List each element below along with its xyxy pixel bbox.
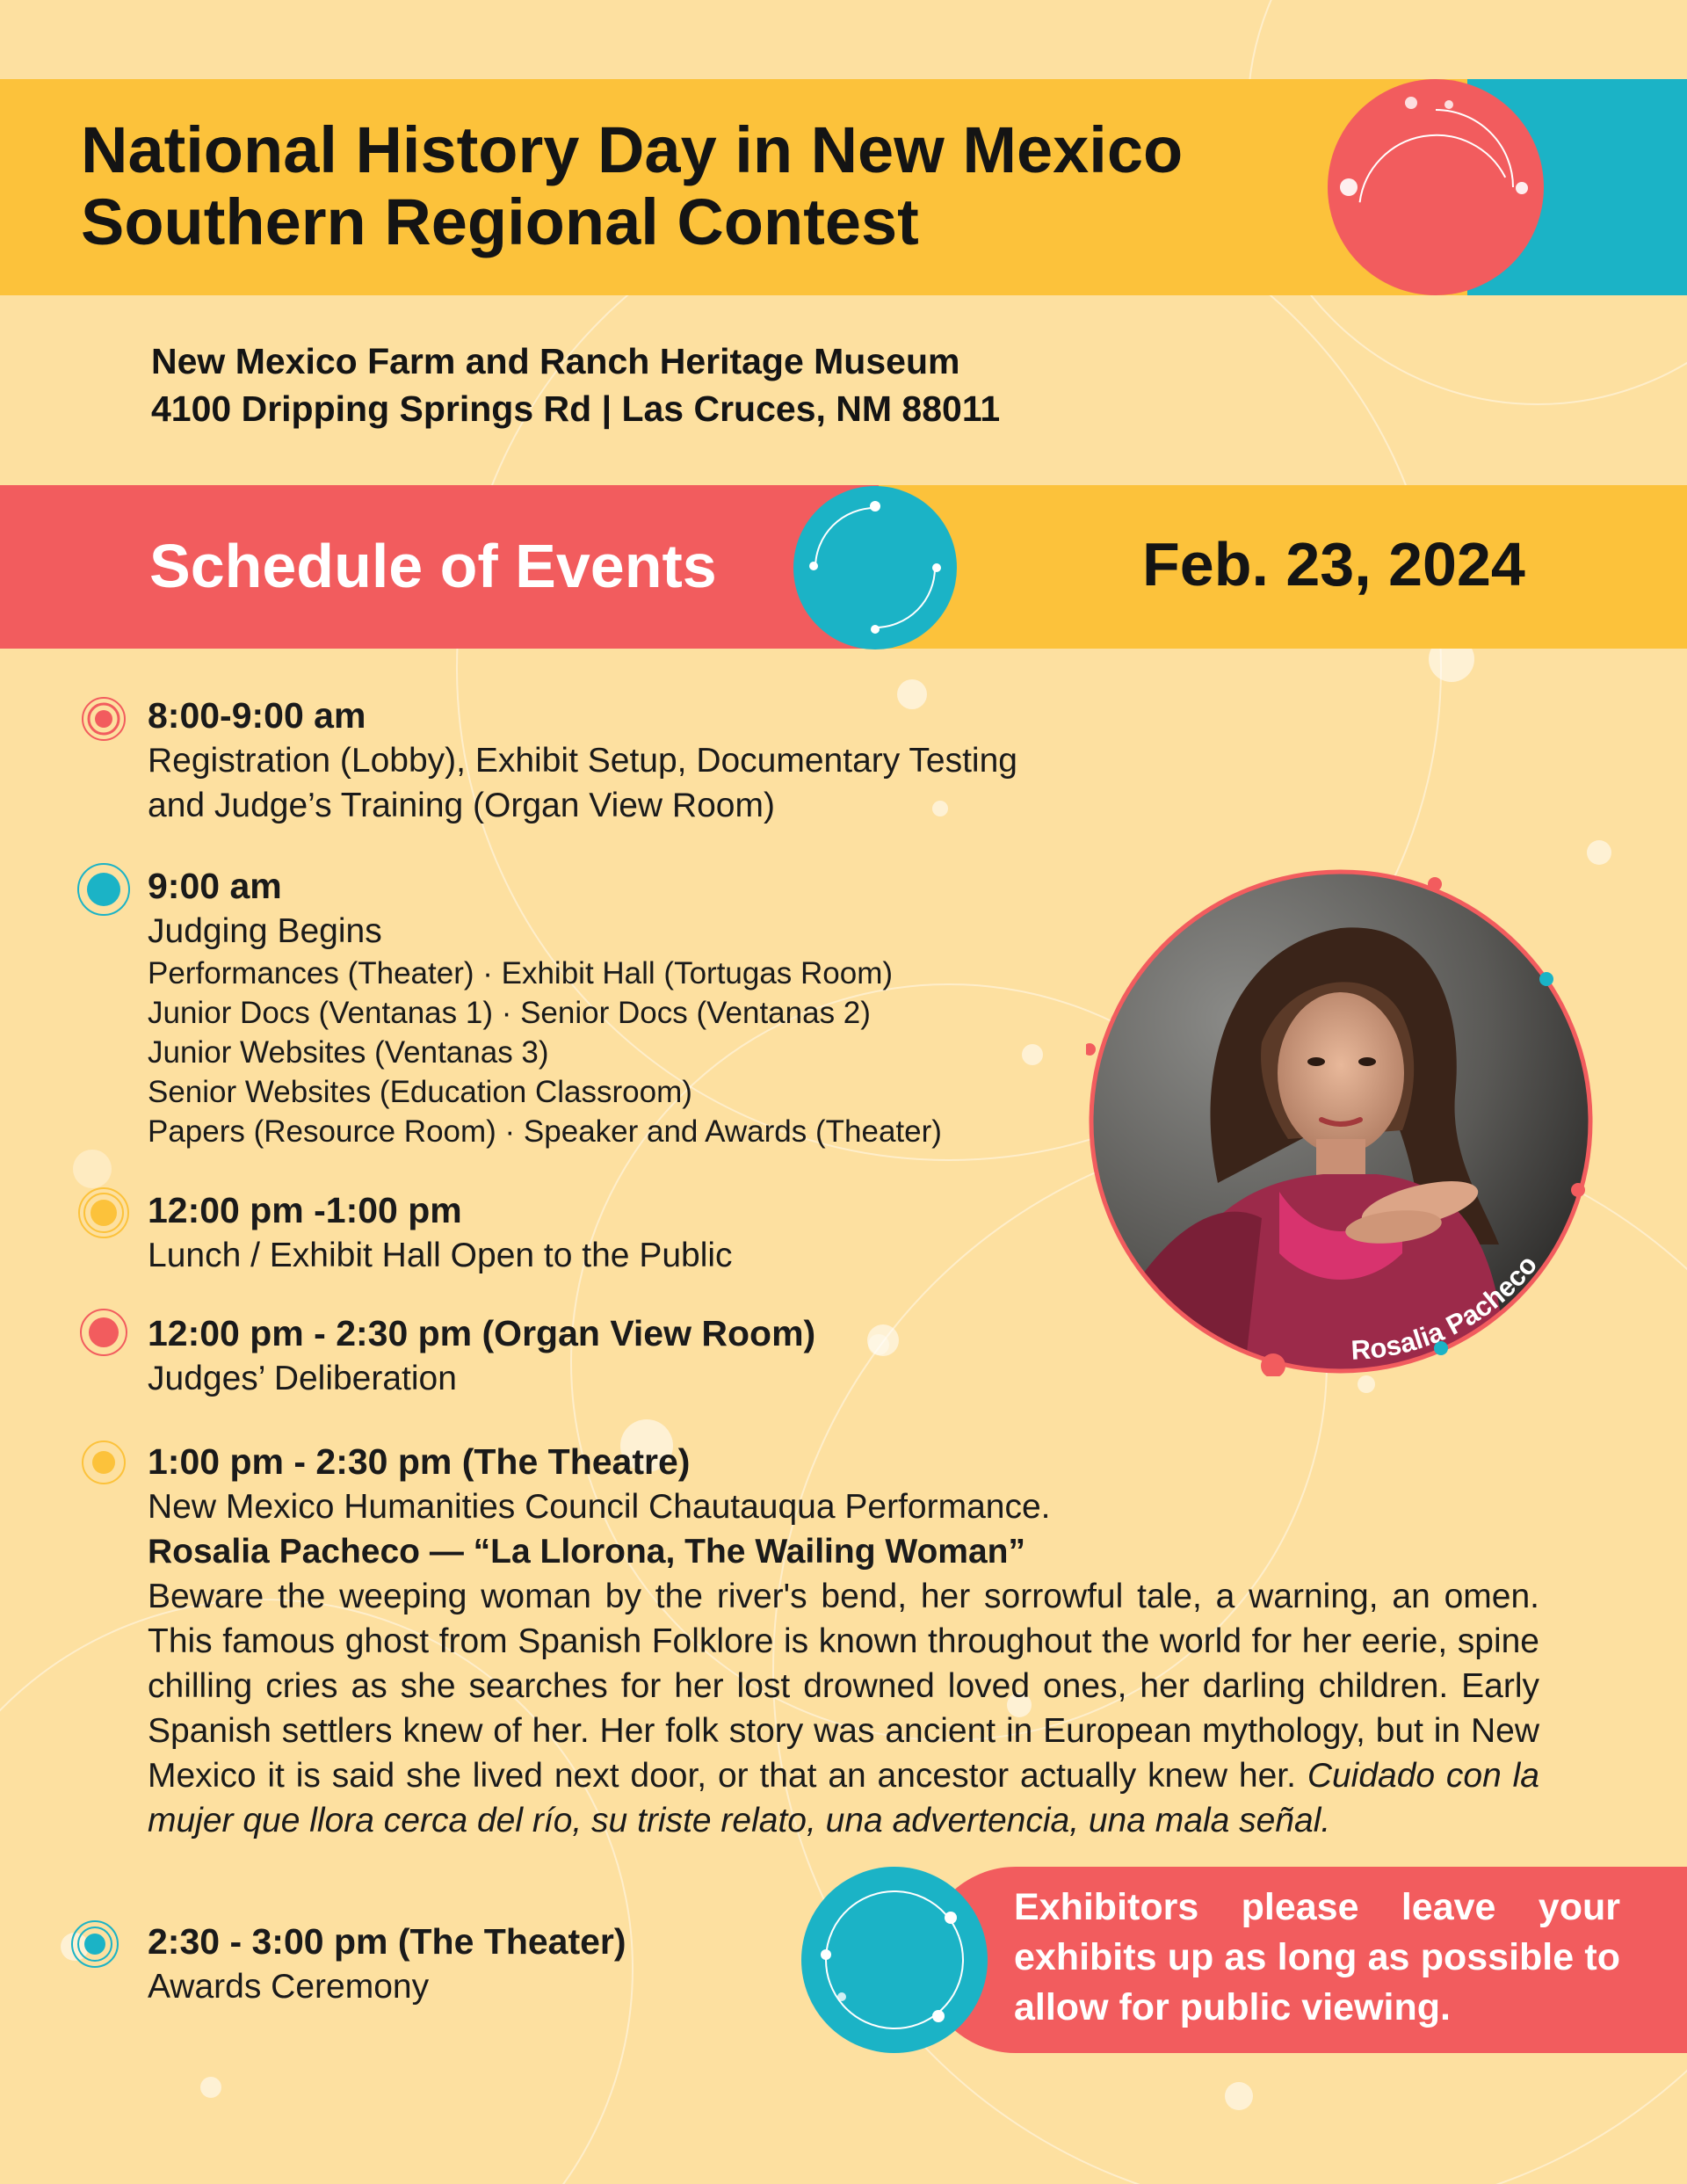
venue-address: 4100 Dripping Springs Rd | Las Cruces, NM 88011 [151, 388, 1001, 429]
event-location: Junior Websites (Ventanas 3) [148, 1035, 549, 1070]
venue-name: New Mexico Farm and Ranch Heritage Museum [151, 341, 960, 381]
event-bullet-2-icon [76, 861, 132, 918]
event-location: Performances (Theater) · Exhibit Hall (Tortugas Room) [148, 956, 894, 990]
event-time: 1:00 pm - 2:30 pm (The Theatre) [148, 1441, 691, 1482]
event-bullet-3-icon [77, 1186, 130, 1239]
event-desc-line: and Judge’s Training (Organ View Room) [148, 787, 775, 824]
event-time: 12:00 pm -1:00 pm [148, 1190, 462, 1230]
event-desc-line: Judging Begins [148, 912, 382, 950]
event-registration [148, 693, 1545, 828]
performance-description [148, 1574, 1539, 1843]
event-desc-line: Awards Ceremony [148, 1968, 430, 2006]
event-time: 9:00 am [148, 866, 282, 906]
title-line-2: Southern Regional Contest [81, 185, 919, 258]
event-time: 12:00 pm - 2:30 pm (Organ View Room) [148, 1313, 816, 1353]
performer-title: Rosalia Pacheco — “La Llorona, The Wailing Woman” [148, 1533, 1025, 1571]
photo-caption-text: Rosalia Pacheco [1350, 1249, 1544, 1366]
event-bullet-1-icon [81, 696, 127, 742]
event-desc-line: Judges’ Deliberation [148, 1360, 457, 1397]
header-circle-decoration [1322, 79, 1551, 295]
event-desc-line: New Mexico Humanities Council Chautauqua Performance. [148, 1488, 1051, 1526]
schedule-circle-decoration [791, 483, 959, 652]
event-location: Junior Docs (Ventanas 1) · Senior Docs (Ventanas 2) [148, 996, 871, 1030]
notice-circle-decoration [800, 1865, 989, 2055]
description-spanish: Cuidado con la mujer que llora cerca del río, su triste relato, una advertencia, una mala señal. [148, 1757, 1539, 1839]
schedule-title: Schedule of Events [149, 532, 717, 600]
event-performance [148, 1440, 1545, 1843]
description-english: Beware the weeping woman by the river's bend, her sorrowful tale, a warning, an omen. This famous ghost from Spanish Folklore is known throughout the world for her eerie, spine chilling cries as she searches for her lost drowned loved ones, her darling children. Early Spanish settlers knew of her. Her folk story was ancient in European mythology, but in New Mexico it is said she lived next door, or that an ancestor actually knew her. [148, 1578, 1539, 1795]
event-time: 2:30 - 3:00 pm (The Theater) [148, 1921, 626, 1962]
event-desc-line: Registration (Lobby), Exhibit Setup, Documentary Testing [148, 742, 1017, 780]
venue-info [151, 337, 1000, 432]
event-bullet-6-icon [70, 1919, 119, 1969]
event-location: Papers (Resource Room) · Speaker and Awards (Theater) [148, 1114, 942, 1149]
page-title [81, 114, 1183, 258]
performer-portrait-image [1086, 867, 1596, 1376]
event-date: Feb. 23, 2024 [1142, 530, 1525, 599]
performer-photo [1086, 867, 1596, 1376]
event-bullet-4-icon [79, 1308, 128, 1357]
event-time: 8:00-9:00 am [148, 695, 366, 736]
title-line-1: National History Day in New Mexico [81, 113, 1184, 186]
event-bullet-5-icon [81, 1440, 127, 1485]
event-location: Senior Websites (Education Classroom) [148, 1075, 692, 1109]
exhibitor-notice: Exhibitors please leave your exhibits up as long as possible to allow for public viewing. [1014, 1886, 1620, 2028]
event-desc-line: Lunch / Exhibit Hall Open to the Public [148, 1237, 733, 1274]
